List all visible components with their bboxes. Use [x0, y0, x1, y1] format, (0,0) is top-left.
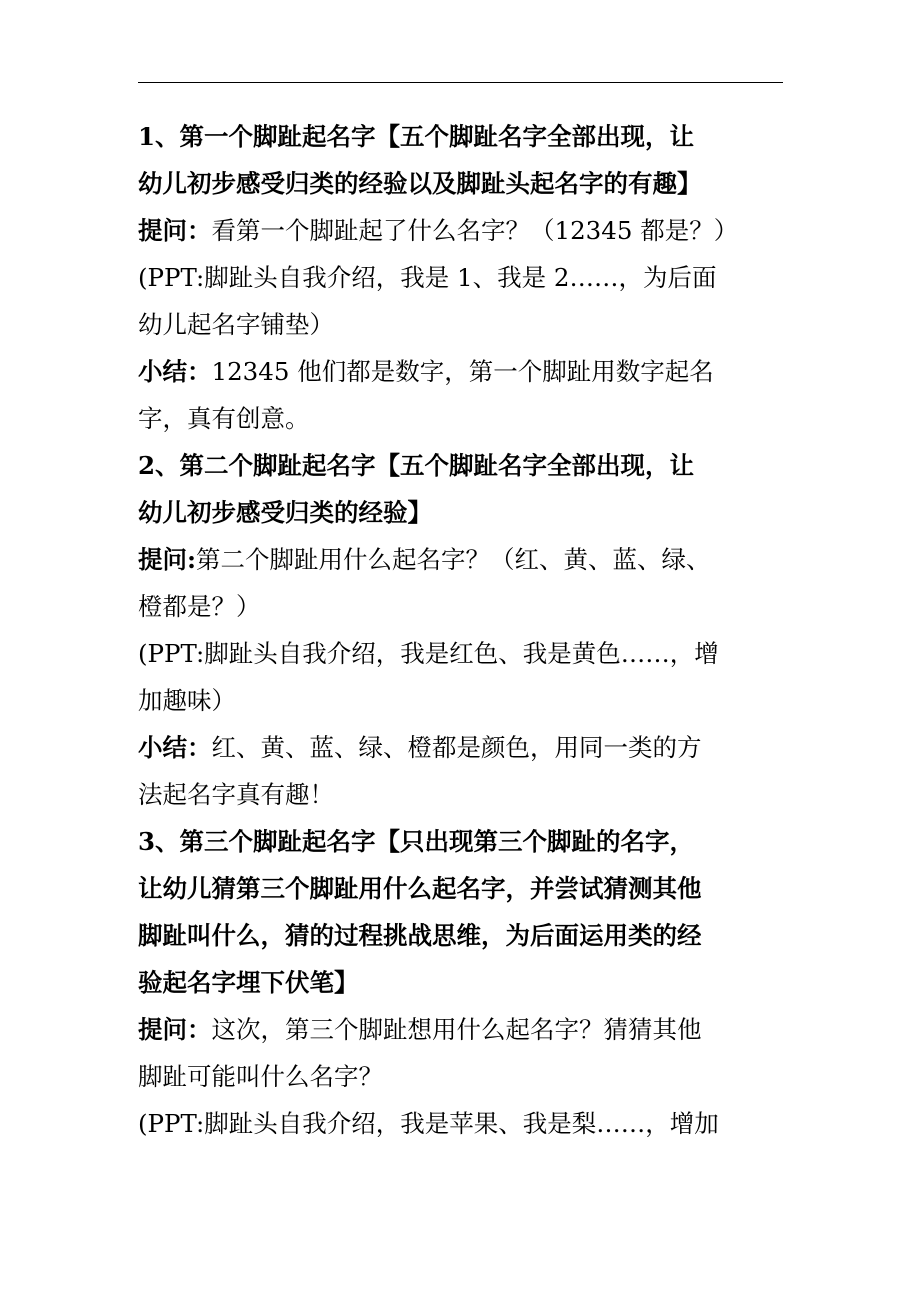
- line-label: 小结：: [138, 733, 212, 762]
- body-text-line: [138, 1053, 788, 1100]
- section-heading-line: [138, 912, 788, 959]
- line-label: 提问：: [138, 1015, 212, 1044]
- body-text-line: [138, 583, 788, 630]
- body-text-line: [138, 254, 788, 301]
- line-text: 脚趾叫什么，猜的过程挑战思维，为后面运用类的经: [138, 921, 702, 950]
- line-text: 加趣味）: [138, 686, 236, 715]
- line-text: 3、第三个脚趾起名字【只出现第三个脚趾的名字，: [138, 827, 695, 856]
- body-text-line: [138, 207, 788, 254]
- line-text: 第二个脚趾用什么起名字？（红、黄、蓝、绿、: [196, 545, 711, 574]
- section-heading-line: [138, 160, 788, 207]
- line-label: 提问：: [138, 216, 212, 245]
- line-text: 幼儿初步感受归类的经验以及脚趾头起名字的有趣】: [138, 169, 702, 198]
- section-heading-line: [138, 818, 788, 865]
- header-rule: [138, 82, 783, 83]
- body-text-line: [138, 677, 788, 724]
- line-text: 法起名字真有趣！: [138, 780, 334, 809]
- line-text: 这次，第三个脚趾想用什么起名字？猜猜其他: [211, 1015, 702, 1044]
- line-text: 幼儿起名字铺垫）: [138, 310, 334, 339]
- body-text-line: [138, 1006, 788, 1053]
- line-text: 2、第二个脚趾起名字【五个脚趾名字全部出现，让: [138, 451, 695, 480]
- section-heading-line: [138, 865, 788, 912]
- line-text: (PPT:脚趾头自我介绍，我是苹果、我是梨……，增加: [138, 1109, 719, 1138]
- body-text-line: [138, 348, 788, 395]
- body-text-line: [138, 1100, 788, 1147]
- line-text: 看第一个脚趾起了什么名字？（12345 都是？）: [211, 216, 739, 245]
- body-text-line: [138, 724, 788, 771]
- body-text-line: [138, 301, 788, 348]
- section-heading-line: [138, 442, 788, 489]
- body-text-line: [138, 395, 788, 442]
- line-text: 红、黄、蓝、绿、橙都是颜色，用同一类的方: [211, 733, 702, 762]
- line-text: 让幼儿猜第三个脚趾用什么起名字，并尝试猜测其他: [138, 874, 702, 903]
- line-label: 提问:: [138, 545, 197, 574]
- line-text: 1、第一个脚趾起名字【五个脚趾名字全部出现，让: [138, 122, 695, 151]
- body-text-line: [138, 771, 788, 818]
- section-heading-line: [138, 959, 788, 1006]
- line-text: 脚趾可能叫什么名字？: [138, 1062, 383, 1091]
- line-text: 字，真有创意。: [138, 404, 310, 433]
- line-text: 幼儿初步感受归类的经验】: [138, 498, 432, 527]
- line-text: (PPT:脚趾头自我介绍，我是红色、我是黄色……，增: [138, 639, 719, 668]
- line-label: 小结：: [138, 357, 212, 386]
- line-text: 橙都是？）: [138, 592, 261, 621]
- line-text: (PPT:脚趾头自我介绍，我是 1、我是 2……，为后面: [138, 263, 717, 292]
- section-heading-line: [138, 113, 788, 160]
- section-heading-line: [138, 489, 788, 536]
- document-body: [138, 113, 788, 1147]
- line-text: 12345 他们都是数字，第一个脚趾用数字起名: [211, 357, 714, 386]
- body-text-line: [138, 536, 788, 583]
- body-text-line: [138, 630, 788, 677]
- line-text: 验起名字埋下伏笔】: [138, 968, 359, 997]
